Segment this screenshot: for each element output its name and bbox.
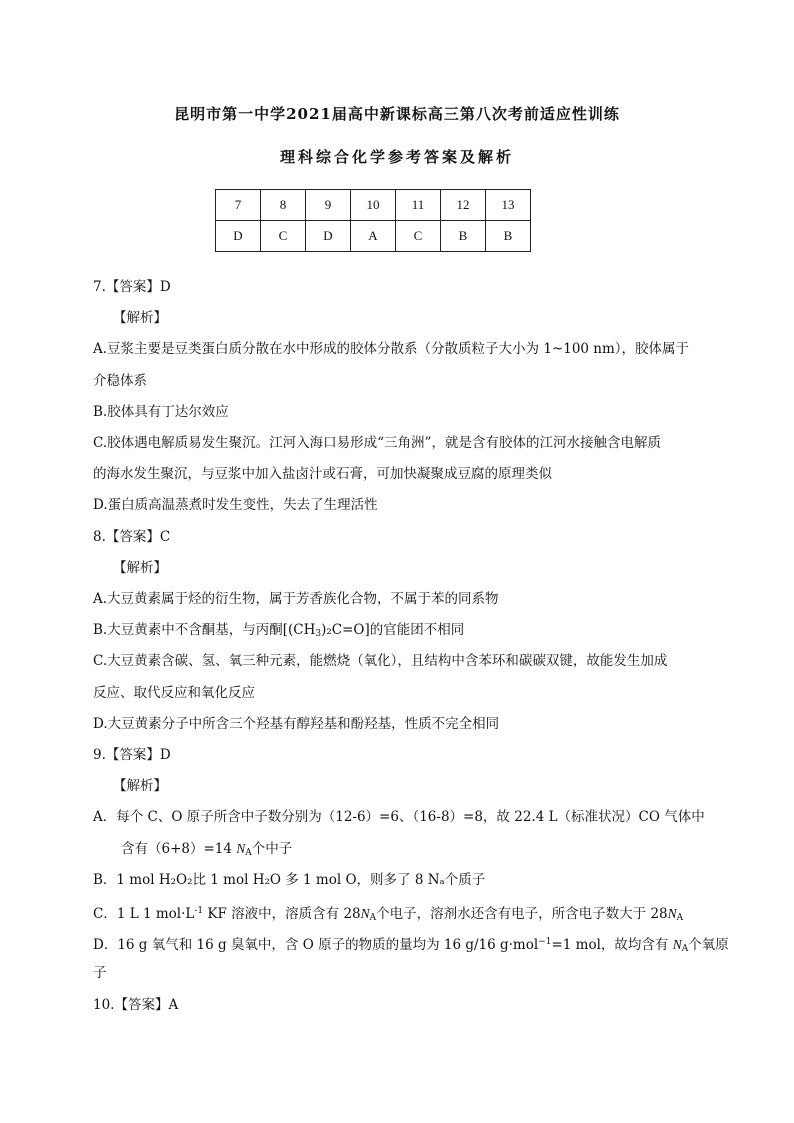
document-title: 昆明市第一中学2021届高中新课标高三第八次考前适应性训练 (174, 105, 620, 123)
q8-option-a: A.大豆黄素属于烃的衍生物，属于芳香族化合物，不属于苯的同系物 (93, 591, 499, 607)
q9-option-c: C．1 L 1 $mol\cdot L^{-1}$ KF 溶液中，溶质含有 $28N_A$个电子，溶剂水还含有电子，所含电子数大于 $28N_A$ (93, 906, 684, 923)
q7-analysis-heading: 【解析】 (113, 310, 167, 326)
document-subtitle: 理科综合化学参考答案及解析 (279, 148, 514, 166)
question-number-cell: 11 (396, 190, 441, 221)
answer-row (216, 221, 531, 252)
q9-answer: 9.【答案】D (93, 747, 171, 763)
q9-analysis-heading: 【解析】 (113, 778, 167, 794)
q7-option-c-line1: C.胶体遇电解质易发生聚沉。江河入海口易形成“三角洲”，就是含有胶体的江河水接触含电解质 (93, 435, 661, 451)
question-number-cell: 10 (351, 190, 396, 221)
q8-option-b: B.大豆黄素中不含酮基，与丙酮$[(CH_3)_2C=O]$的官能团不相同 (93, 622, 465, 639)
answer-cell: A (351, 221, 396, 252)
answer-cell: B (441, 221, 486, 252)
answer-cell: C (261, 221, 306, 252)
q7-option-a-line1: A.豆浆主要是豆类蛋白质分散在水中形成的胶体分散系（分散质粒子大小为 1~100 nm），胶体属于 (93, 341, 690, 357)
question-number-row (216, 190, 531, 221)
answer-table (215, 189, 531, 252)
question-number-cell: 9 (306, 190, 351, 221)
q7-option-c-line2: 的海水发生聚沉，与豆浆中加入盐卤汁或石膏，可加快凝聚成豆腐的原理类似 (93, 466, 552, 482)
q7-option-b: B.胶体具有丁达尔效应 (93, 404, 229, 420)
answer-cell: D (306, 221, 351, 252)
q7-answer: 7.【答案】D (93, 279, 171, 295)
q9-option-d-line2: 子 (93, 965, 107, 981)
q9-option-b: B．1 mol H₂O₂比 1 mol H₂O 多 1 mol O，则多了 8 Nₐ个质子 (93, 872, 486, 888)
q7-option-a-line2: 介稳体系 (93, 373, 147, 389)
q9-option-a-line1: A．每个 C、O 原子所含中子数分别为（12-6）=6、（16-8）=8，故 22.4 L（标准状况）CO 气体中 (93, 809, 705, 825)
q9-option-d-line1: D．16 g 氧气和 16 g 臭氧中，含 O 原子的物质的量均为 16 g/16 g·mol$^{-1}$=1 mol，故均含有 $N_A$个氧原 (93, 937, 729, 954)
q8-analysis-heading: 【解析】 (113, 560, 167, 576)
q7-option-d: D.蛋白质高温蒸煮时发生变性，失去了生理活性 (93, 497, 378, 513)
q9-option-a-line2: 含有（6+8）=14 $N_A$个中子 (121, 841, 293, 858)
question-number-cell: 8 (261, 190, 306, 221)
q8-answer: 8.【答案】C (93, 529, 171, 545)
question-number-cell: 12 (441, 190, 486, 221)
answer-cell: C (396, 221, 441, 252)
answer-cell: D (216, 221, 261, 252)
question-number-cell: 13 (486, 190, 531, 221)
question-number-cell: 7 (216, 190, 261, 221)
q8-option-c-line1: C.大豆黄素含碳、氢、氧三种元素，能燃烧（氧化），且结构中含苯环和碳碳双键，故能发生加成 (93, 653, 668, 669)
q8-option-c-line2: 反应、取代反应和氧化反应 (93, 685, 255, 701)
q8-option-d: D.大豆黄素分子中所含三个羟基有醇羟基和酚羟基，性质不完全相同 (93, 716, 500, 732)
answer-cell: B (486, 221, 531, 252)
q10-answer: 10.【答案】A (93, 997, 179, 1013)
